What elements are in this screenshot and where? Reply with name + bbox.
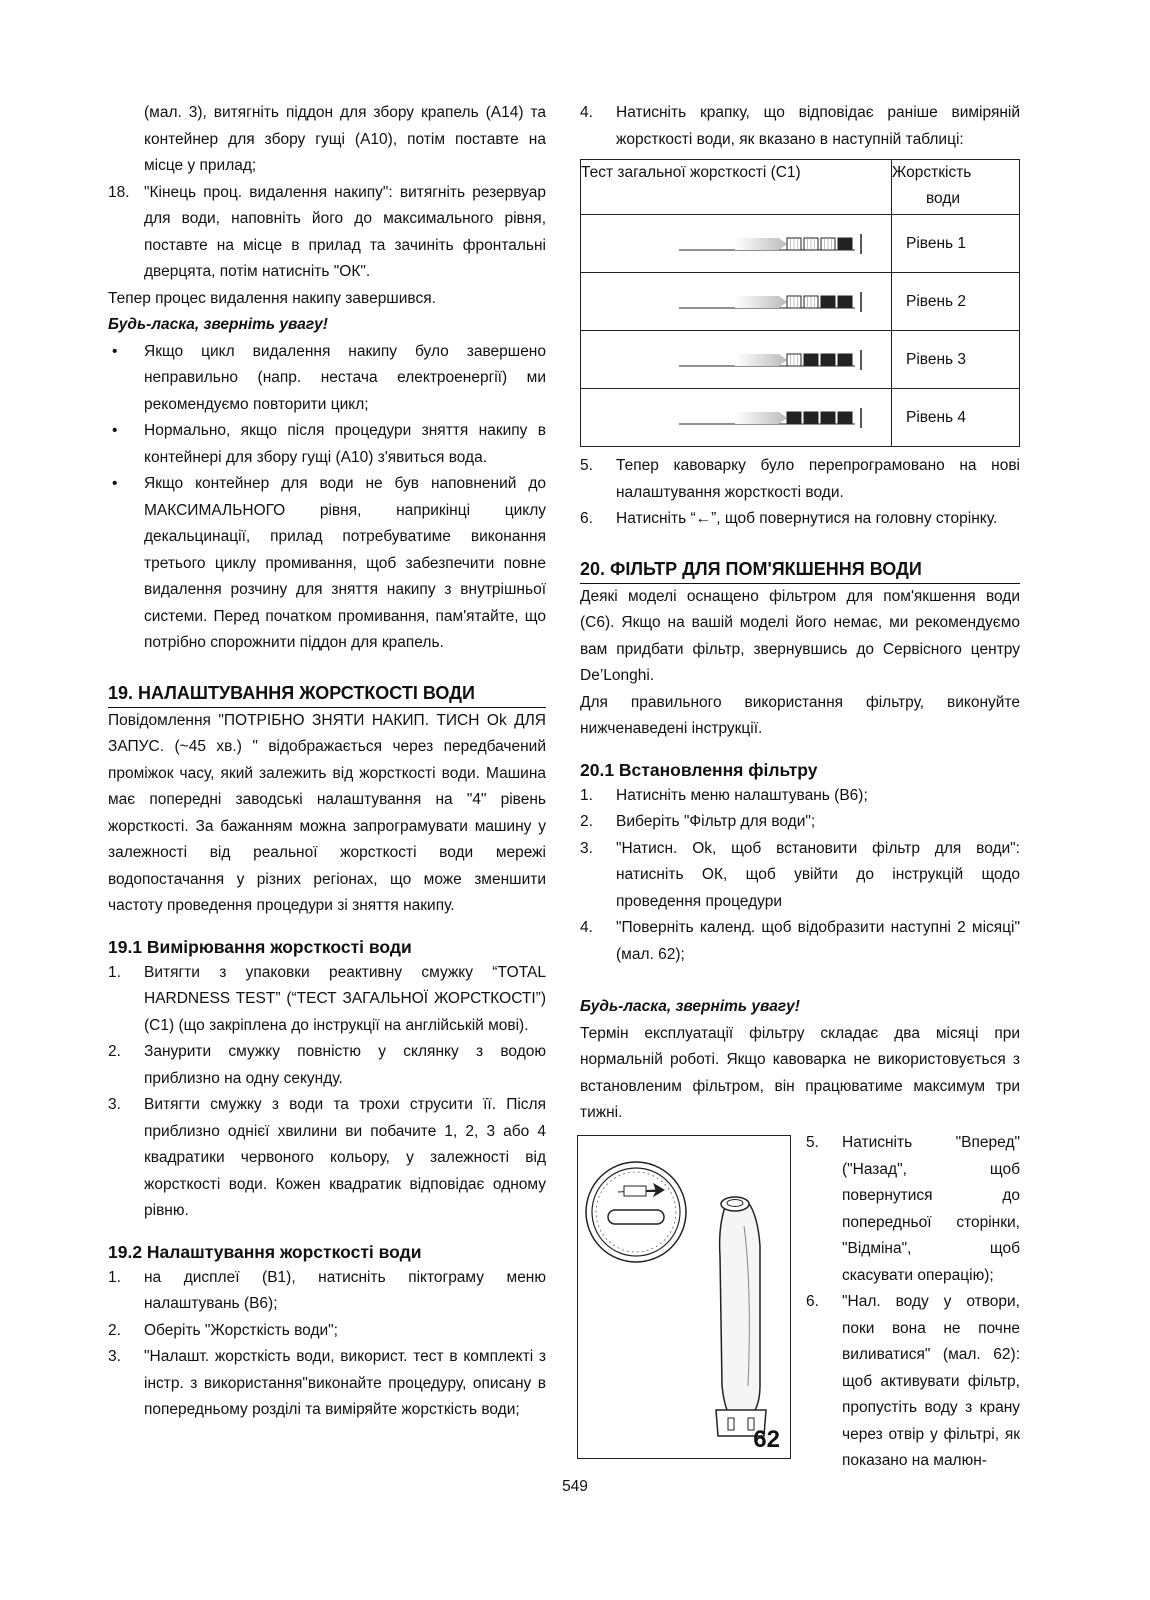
- step-text: Натисніть крапку, що відповідає раніше виміряній жорсткості води, як вказано в наступній таблиці:: [616, 104, 1020, 148]
- step-number: 5.: [580, 457, 593, 474]
- list-item: [806, 1289, 1020, 1475]
- bullet-text: Якщо контейнер для води не був наповнений до МАКСИМАЛЬНОГО рівня, наприкінці циклу декальцинації, прилад потребуватиме виконання третього циклу промивання, щоб забезпечити повне видалення розчину для зняття накипу з внутрішньої системи. Перед початком промивання, пам'ятайте, що потрібно спорожнити піддон для крапель.: [144, 475, 546, 651]
- section-20-text: Деякі моделі оснащено фільтром для пом'якшення води (C6). Якщо на вашій моделі його немає, ми рекомендуємо вам придбати фільтр, звернувшись до Сервісного центру De’Longhi.: [580, 587, 1020, 684]
- strip-square: [821, 412, 835, 424]
- strip-arrow: [735, 296, 787, 308]
- step-text: "Нал. воду у отвори, поки вона не почне виливатися" (мал. 62): щоб активувати фільтр, пропустіть воду з крану через отвір у фільтрі, як показано на малюн-: [842, 1293, 1020, 1469]
- list-item: [580, 809, 1020, 836]
- strip-square: [821, 296, 835, 308]
- step-text: Натисніть “←”, щоб повернутися на головну сторінку.: [616, 510, 998, 527]
- figure-62: [577, 1135, 791, 1459]
- note-bullet: [108, 418, 546, 471]
- level-label: Рівень 1: [892, 215, 1020, 273]
- test-strip-icon: [675, 232, 865, 256]
- test-strip-icon: [675, 406, 865, 430]
- level-label: Рівень 4: [892, 389, 1020, 447]
- step-5: [580, 453, 1020, 506]
- section-19-2-heading: 19.2 Налаштування жорсткості води: [108, 1241, 422, 1262]
- step-text: Тепер кавоварку було перепрограмовано на нові налаштування жорсткості води.: [616, 457, 1020, 501]
- list-item: [108, 1039, 546, 1092]
- note-title: Будь-ласка, зверніть увагу!: [580, 998, 800, 1015]
- step-text: "Кінець проц. видалення накипу": витягніть резервуар для води, наповніть його до максимального рівня, поставте на місце в прилад та зачиніть фронтальні дверцята, потім натисніть "ОК".: [144, 183, 546, 280]
- step-number: 3.: [108, 1348, 121, 1365]
- list-item: [580, 915, 1020, 968]
- bullet-icon: •: [112, 475, 118, 492]
- table-row: [581, 389, 1020, 447]
- test-strip-level-4: [581, 406, 891, 430]
- list-item: [108, 1092, 546, 1225]
- strip-arrow: [735, 354, 787, 366]
- step-text: Натисніть меню налаштувань (B6);: [616, 786, 868, 804]
- left-column: [108, 100, 546, 1424]
- level-label: Рівень 3: [892, 331, 1020, 389]
- header-line-1: Жорсткість: [892, 164, 972, 181]
- note-title: Будь-ласка, зверніть увагу!: [108, 316, 328, 333]
- water-filter-illustration: [578, 1136, 790, 1458]
- step-number: 3.: [108, 1096, 121, 1113]
- step-number: 2.: [108, 1321, 121, 1339]
- step-text: Занурити смужку повністю у склянку з водою приблизно на одну секунду.: [144, 1043, 546, 1087]
- note-bullet: [108, 471, 546, 657]
- bullet-text: Якщо цикл видалення накипу було завершено неправильно (напр. нестача електроенергії) ми рекомендуємо повторити цикл;: [144, 342, 546, 413]
- descaling-done-text: Тепер процес видалення накипу завершився.: [108, 289, 436, 307]
- list-item: [108, 1265, 546, 1318]
- list-item: [580, 783, 1020, 810]
- strip-square: [838, 412, 852, 424]
- step-4: [580, 100, 1020, 153]
- strip-square: [838, 354, 852, 366]
- list-item: [806, 1130, 1020, 1289]
- step-number: 2.: [580, 813, 593, 830]
- step-text: Оберіть "Жорсткість води";: [144, 1321, 338, 1339]
- note-bullet: [108, 339, 546, 419]
- test-strip-icon: [675, 348, 865, 372]
- step-number: 3.: [580, 839, 593, 857]
- strip-square: [821, 354, 835, 366]
- strip-arrow: [735, 412, 787, 424]
- table-row: [581, 273, 1020, 331]
- strip-square: [838, 238, 852, 250]
- step-18: [108, 180, 546, 286]
- step-number: 6.: [806, 1293, 819, 1310]
- step-continuation: (мал. 3), витягніть піддон для збору крапель (А14) та контейнер для збору гущі (А10), потім поставте на місце у прилад;: [144, 104, 546, 174]
- step-text: Витягти з упаковки реактивну смужку “TOTAL HARDNESS TEST” (“ТЕСТ ЗАГАЛЬНОЇ ЖОРСТКОСТІ”)(C1) (що закріплена до інструкції на англійській мові).: [144, 963, 546, 1034]
- step-text: "Натисн. Ok, щоб встановити фільтр для води": натисніть ОК, щоб увійти до інструкцій щодо проведення процедури: [616, 839, 1020, 910]
- step-number: 4.: [580, 104, 593, 121]
- section-20-1-heading: 20.1 Встановлення фільтру: [580, 759, 818, 780]
- section-20-text-2: Для правильного використання фільтру, виконуйте нижченаведені інструкції.: [580, 693, 1020, 737]
- test-strip-level-2: [581, 290, 891, 314]
- strip-arrow: [735, 238, 787, 250]
- test-strip-icon: [675, 290, 865, 314]
- step-text: Витягти смужку з води та трохи струсити її. Після приблизно однієї хвилини ви побачите 1, 2, 3 або 4 квадратики червоного кольору, у залежності від жорсткості води. Кожен квадратик відповідає одному рівню.: [144, 1096, 546, 1219]
- right-column: [580, 100, 1020, 1127]
- bullet-icon: •: [112, 342, 118, 360]
- step-number: 2.: [108, 1043, 121, 1060]
- strip-square: [804, 354, 818, 366]
- section-19-text: Повідомлення "ПОТРІБНО ЗНЯТИ НАКИП. ТИСН Ok ДЛЯ ЗАПУС. (~45 хв.) " відображається через передбачений проміжок часу, який залежить від жорсткості води. Машина має попередні заводські налаштування на "4" рівень жорсткості. За бажанням можна запрограмувати машину у залежності від реальної жорсткості води мережі водопостачання у різних регіонах, що може зменшити частоту проведення процедури зі зняття накипу.: [108, 711, 546, 914]
- header-text: Тест загальної жорсткості (C1): [581, 164, 801, 181]
- step-number: 18.: [108, 183, 130, 201]
- figure-side-text: [806, 1130, 1020, 1475]
- list-item: [108, 960, 546, 1040]
- step-text: Натисніть "Вперед" ("Назад", щоб повернутися до попередньої сторінки, "Відміна", щоб скасувати операцію);: [842, 1134, 1020, 1284]
- test-strip-level-3: [581, 348, 891, 372]
- figure-number: 62: [753, 1426, 780, 1453]
- step-number: 1.: [108, 1268, 121, 1286]
- list-item: [108, 1344, 546, 1424]
- step-number: 5.: [806, 1134, 819, 1151]
- list-item: [108, 1318, 546, 1345]
- strip-square: [804, 412, 818, 424]
- list-item: [580, 836, 1020, 916]
- step-text: на дисплеї (B1), натисніть піктограму меню налаштувань (B6);: [144, 1268, 546, 1312]
- test-strip-level-1: [581, 232, 891, 256]
- section-20-heading: 20. ФІЛЬТР ДЛЯ ПОМ'ЯКШЕННЯ ВОДИ: [580, 557, 1020, 584]
- bullet-text: Нормально, якщо після процедури зняття накипу в контейнері для збору гущі (А10) з'явиться вода.: [144, 422, 546, 466]
- header-line-2: води: [926, 190, 961, 207]
- section-19-1-heading: 19.1 Вимірювання жорсткості води: [108, 936, 412, 957]
- page-number: 549: [562, 1478, 588, 1495]
- strip-square: [838, 296, 852, 308]
- table-header-test: [581, 160, 892, 215]
- table-row: [581, 215, 1020, 273]
- strip-square: [787, 412, 801, 424]
- step-number: 1.: [108, 963, 121, 981]
- level-label: Рівень 2: [892, 273, 1020, 331]
- table-row: [581, 331, 1020, 389]
- step-text: "Налашт. жорсткість води, використ. тест в комплекті з інстр. з використання"виконайте процедуру, описану в попередньому розділі та виміряйте жорсткість води;: [144, 1348, 546, 1418]
- table-header-hardness: [892, 160, 1020, 215]
- step-text: Виберіть "Фільтр для води";: [616, 813, 816, 830]
- note-text: Термін експлуатації фільтру складає два місяці при нормальній роботі. Якщо кавоварка не використовується з встановленим фільтром, він працюватиме максимум три тижні.: [580, 1024, 1020, 1121]
- step-6: [580, 506, 1020, 533]
- step-number: 1.: [580, 786, 593, 804]
- bullet-icon: •: [112, 422, 118, 439]
- hardness-table: [580, 159, 1020, 447]
- step-text: "Поверніть календ. щоб відобразити наступні 2 місяці" (мал. 62);: [616, 919, 1020, 963]
- step-number: 4.: [580, 919, 593, 936]
- step-number: 6.: [580, 510, 593, 527]
- section-19-heading: 19. НАЛАШТУВАННЯ ЖОРСТКОСТІ ВОДИ: [108, 681, 546, 708]
